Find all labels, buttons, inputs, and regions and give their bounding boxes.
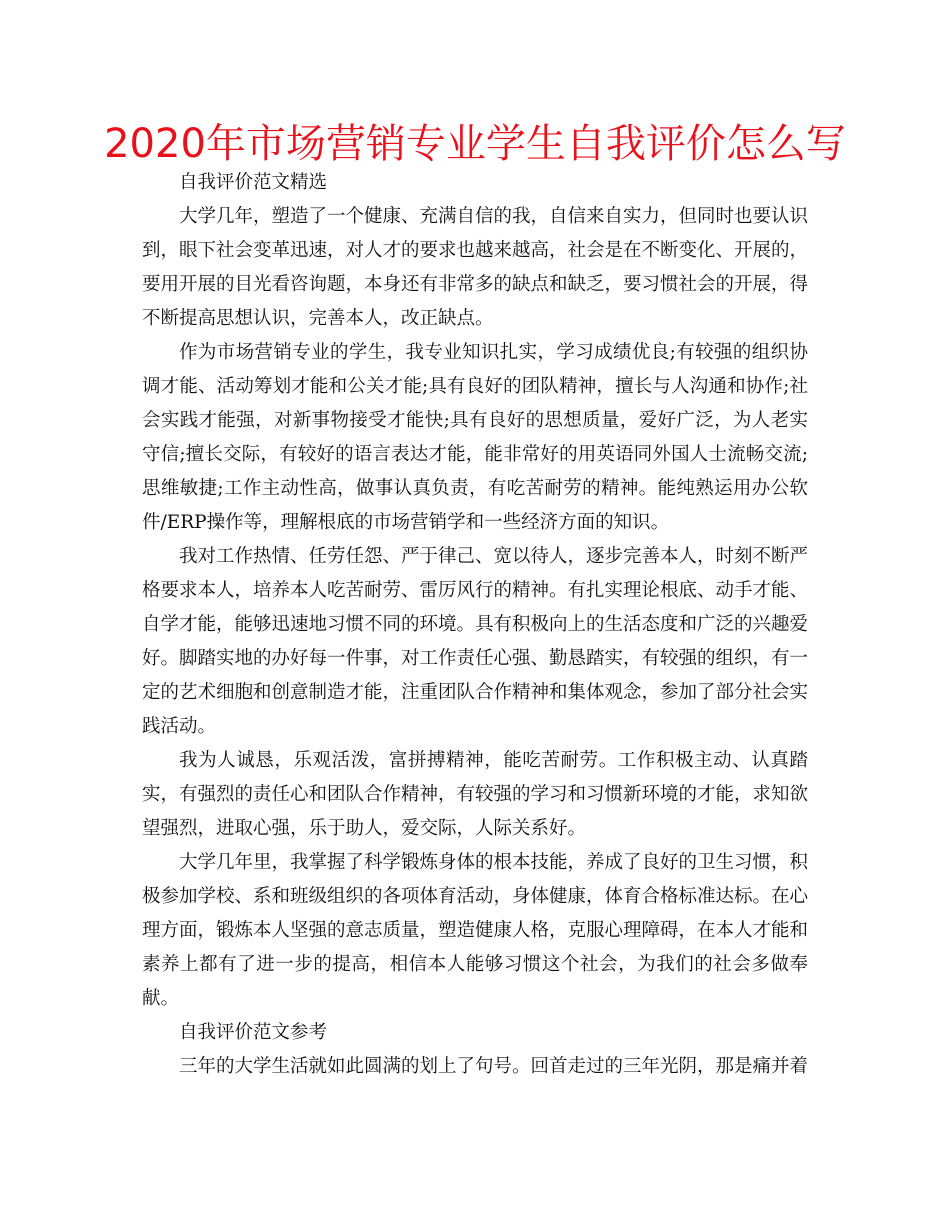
section-heading-2: 自我评价范文参考 xyxy=(179,1022,328,1043)
paragraph-5: 大学几年里，我掌握了科学锻炼身体的根本技能，养成了良好的卫生习惯，积极参加学校、系和班级组织的各项体育活动，身体健康，体育合格标准达标。在心理方面，锻炼本人坚强的意志质量，塑造健康人格，克服心理障碍，在本人才能和素养上都有了进一步的提高，相信本人能够习惯这个社会，为我们的社会多做奉献。 xyxy=(142,852,809,1009)
paragraph-3: 我对工作热情、任劳任怨、严于律己、宽以待人，逐步完善本人，时刻不断严格要求本人，培养本人吃苦耐劳、雷厉风行的精神。有扎实理论根底、动手才能、自学才能，能够迅速地习惯不同的环境。具有积极向上的生活态度和广泛的兴趣爱好。脚踏实地的办好每一件事，对工作责任心强、勤恳踏实，有较强的组织，有一定的艺术细胞和创意制造才能，注重团队合作精神和集体观念，参加了部分社会实践活动。 xyxy=(142,546,809,737)
document-body xyxy=(142,166,808,1084)
paragraph-2: 作为市场营销专业的学生，我专业知识扎实，学习成绩优良;有较强的组织协调才能、活动筹划才能和公关才能;具有良好的团队精神，擅长与人沟通和协作;社会实践才能强，对新事物接受才能快;具有良好的思想质量，爱好广泛，为人老实守信;擅长交际，有较好的语言表达才能，能非常好的用英语同外国人士流畅交流;思维敏捷;工作主动性高，做事认真负责，有吃苦耐劳的精神。能纯熟运用办公软件/ERP操作等，理解根底的市场营销学和一些经济方面的知识。 xyxy=(142,342,808,533)
paragraph-1: 大学几年，塑造了一个健康、充满自信的我，自信来自实力，但同时也要认识到，眼下社会变革迅速，对人才的要求也越来越高，社会是在不断变化、开展的，要用开展的目光看咨询题，本身还有非常多的缺点和缺乏，要习惯社会的开展，得不断提高思想认识，完善本人，改正缺点。 xyxy=(142,206,809,329)
section-heading-1: 自我评价范文精选 xyxy=(179,172,328,193)
paragraph-6: 三年的大学生活就如此圆满的划上了句号。回首走过的三年光阴，那是痛并着 xyxy=(179,1056,809,1077)
paragraph-4: 我为人诚恳，乐观活泼，富拼搏精神，能吃苦耐劳。工作积极主动、认真踏实，有强烈的责任心和团队合作精神，有较强的学习和习惯新环境的才能，求知欲望强烈，进取心强，乐于助人，爱交际，人际关系好。 xyxy=(142,750,809,839)
document-title: 2020年市场营销专业学生自我评价怎么写 xyxy=(104,121,846,167)
